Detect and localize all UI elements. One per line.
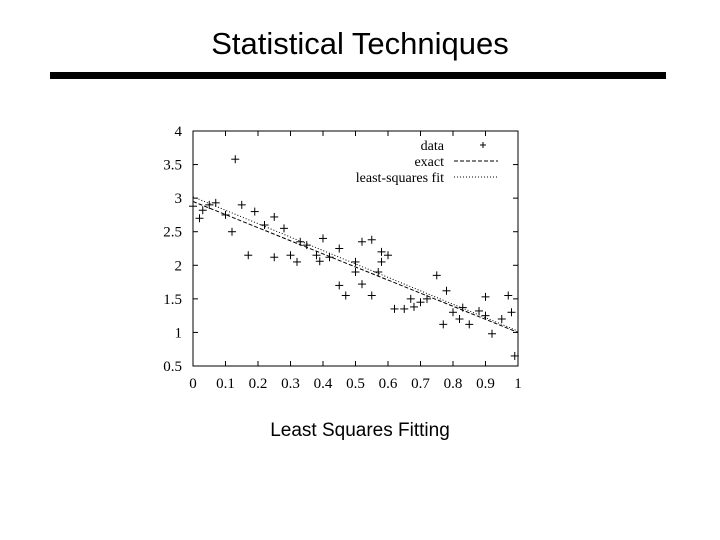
x-tick-label: 0.5 <box>346 376 365 392</box>
x-tick-label: 0.9 <box>476 376 495 392</box>
data-point <box>498 315 506 323</box>
x-tick-label: 0.6 <box>378 376 398 392</box>
scatter-plot <box>150 110 530 405</box>
data-point <box>488 330 496 338</box>
data-point <box>319 234 327 242</box>
data-point <box>368 292 376 300</box>
y-tick-label: 0.5 <box>163 359 182 375</box>
axes <box>163 124 522 392</box>
data-point <box>439 320 447 328</box>
data-point <box>231 155 239 163</box>
data-point <box>417 298 425 306</box>
data-point <box>196 214 204 222</box>
data-point <box>391 305 399 313</box>
data-point <box>378 248 386 256</box>
x-tick-label: 0.7 <box>411 376 430 392</box>
marks <box>189 155 519 360</box>
data-point <box>270 253 278 261</box>
data-point <box>270 213 278 221</box>
data-point <box>352 268 360 276</box>
data-point <box>342 292 350 300</box>
data-point <box>410 303 418 311</box>
data-point <box>400 305 408 313</box>
data-point <box>261 221 269 229</box>
data-point <box>238 201 246 209</box>
data-point <box>228 228 236 236</box>
x-tick-label: 0.3 <box>281 376 300 392</box>
data-point <box>449 308 457 316</box>
y-tick-label: 3 <box>174 191 182 208</box>
data-point <box>335 245 343 253</box>
data-point <box>378 258 386 266</box>
title-rule <box>50 72 666 79</box>
data-point <box>199 206 207 214</box>
data-point <box>482 293 490 301</box>
y-tick-label: 2 <box>174 258 182 275</box>
x-tick-label: 0.8 <box>443 376 463 392</box>
y-tick-label: 4 <box>174 124 182 140</box>
data-point <box>407 295 415 303</box>
legend-label: least-squares fit <box>355 171 444 186</box>
page-title: Statistical Techniques <box>211 26 509 61</box>
data-point <box>508 308 516 316</box>
data-point <box>293 258 301 266</box>
data-point <box>280 224 288 232</box>
legend-label: exact <box>414 155 444 170</box>
data-point <box>287 251 295 259</box>
y-tick-label: 1.5 <box>163 291 182 308</box>
data-point <box>358 238 366 246</box>
y-tick-label: 3.5 <box>163 157 182 174</box>
x-tick-label: 1 <box>514 376 522 392</box>
data-point <box>189 202 197 210</box>
data-point <box>374 268 382 276</box>
data-point <box>456 315 464 323</box>
data-point <box>205 201 213 209</box>
y-tick-label: 1 <box>174 325 182 342</box>
data-point <box>433 271 441 279</box>
data-point <box>443 287 451 295</box>
data-point <box>368 236 376 244</box>
data-point <box>352 258 360 266</box>
data-point <box>251 208 259 216</box>
data-point <box>222 211 230 219</box>
legend-label: data <box>420 139 444 154</box>
x-tick-label: 0.4 <box>313 376 333 392</box>
data-point <box>358 280 366 288</box>
data-point <box>212 199 220 207</box>
figure-caption: Least Squares Fitting <box>270 420 450 441</box>
chart-svg <box>150 110 530 400</box>
data-point <box>384 251 392 259</box>
x-tick-label: 0.2 <box>248 376 268 392</box>
data-point <box>504 292 512 300</box>
x-tick-label: 0.1 <box>216 376 235 392</box>
y-tick-label: 2.5 <box>163 224 182 241</box>
data-point <box>335 281 343 289</box>
legend <box>356 139 498 186</box>
data-point <box>465 320 473 328</box>
data-point <box>244 251 252 259</box>
plot-frame <box>193 131 518 366</box>
exact-line <box>193 202 518 333</box>
x-tick-label: 0 <box>189 376 197 392</box>
